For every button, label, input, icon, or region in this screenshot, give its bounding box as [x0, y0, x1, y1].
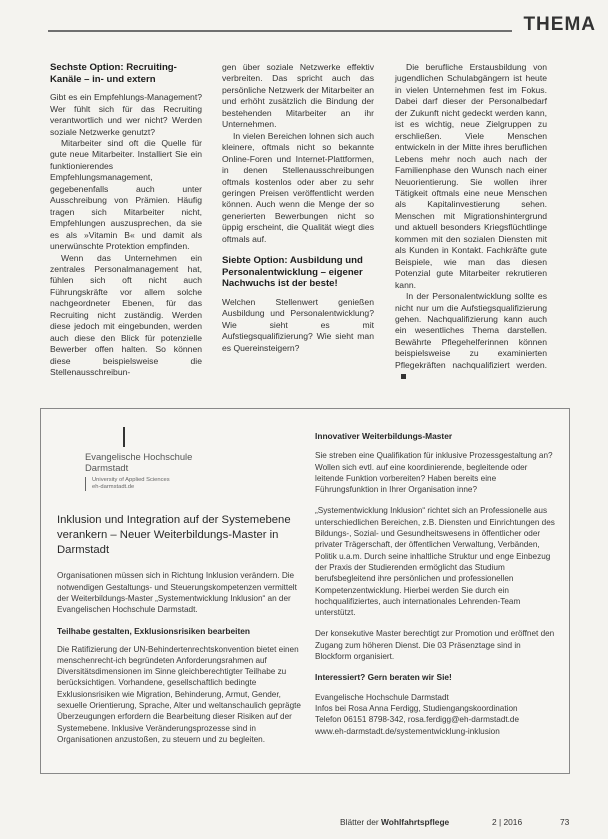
ad-subheading: Interessiert? Gern beraten wir Sie! — [315, 672, 452, 683]
paragraph: Mitarbeiter sind oft die Quelle für gute neue Mitarbeiter. Installiert Sie ein funktionierendes Empfehlungsmanagement, gegebenenfalls auch unter Ausschreibung von Prämien. Häufig tragen sich Mitarbeiter nicht, Empfehlungen auszusprechen, da sie es als »Vitamin B« und damit als unerwünschte Protektion empfinden. — [50, 138, 202, 252]
ad-title: Inklusion und Integration auf der Systemebene verankern – Neuer Weiterbildungs-Master in Darmstadt — [57, 514, 291, 557]
logo-name-line: Darmstadt — [85, 462, 129, 473]
logo-sub-line: eh-darmstadt.de — [92, 484, 135, 491]
logo-subtitle — [85, 477, 301, 491]
page-number: 73 — [560, 817, 570, 827]
hochschule-logo — [57, 427, 301, 491]
journal-name — [340, 817, 449, 827]
paragraph: Gibt es ein Empfehlungs-Management? Wer fühlt sich für das Recruiting verantwortlich und wer nicht? Werden soziale Netzwerke genutzt? — [50, 92, 202, 137]
header-rule — [48, 30, 512, 32]
logo-name-line: Evangelische Hochschule — [85, 451, 193, 462]
paragraph: gen über soziale Netzwerke effektiv verbreiten. Das spricht auch das persönliche Netzwerk der Mitarbeiter an und erhöht zusätzlich die Bindung der bestehenden Mitarbeiter an ihr Unternehmen. — [222, 62, 374, 130]
logo-name — [85, 451, 301, 473]
logo-mark — [123, 427, 125, 447]
article-column-2 — [222, 62, 374, 354]
section-header — [0, 0, 608, 40]
contact-line: Infos bei Rosa Anna Ferdigg, Studiengangskoordination — [315, 703, 518, 713]
article-column-1 — [50, 62, 202, 379]
ad-paragraph: „Systementwicklung Inklusion“ richtet sich an Professionelle aus unterschiedlichen Bereichen, z.B. Diensten und Einrichtungen des Bildungs-, Sozial- und Gesundheitswesens in öffentlicher oder privater Trägerschaft, der öffentlichen Verwaltung, Verbänden, Politik u.a.m. Durch seine inhaltliche Struktur und enge Einbezug der Praxis der Studierenden ermöglicht das Studium berufsbegleitend ihre persönlichen und professionellen Kompetenzentwicklung. Hierbei werden Sie durch ein hochqualifiziertes, auch internationales Lehrenden-Team unterstützt. — [315, 506, 555, 618]
ad-paragraph: Sie streben eine Qualifikation für inklusive Prozessgestaltung an? Wollen sich evtl. auf eine koordinierende, begleitende oder leitende Funktion vorbereiten? Haben bereits eine Führungsfunktion in Ihrer Organisation inne? — [315, 451, 553, 495]
end-of-article-icon — [401, 374, 406, 379]
paragraph: In vielen Bereichen lohnen sich auch kleinere, oftmals nicht so bekannte Online-Foren und Internet-Plattformen, in denen Stellenausschreibungen oftmals kostenlos oder aber zu sehr geringen Preisen veröffentlicht werden können. Auch wenn die Menge der so generierten Bewerbungen nicht so üppig erscheint, die Qualität wiegt dies oftmals auf. — [222, 130, 374, 244]
subheading-siebte-option: Siebte Option: Ausbildung und Personalentwicklung – eigener Nachwuchs ist der beste! — [222, 255, 363, 290]
ad-paragraph: Der konsekutive Master berechtigt zur Promotion und eröffnet den Zugang zum höheren Dienst. Die 03 Präsenztage sind in Blockform organisiert. — [315, 629, 555, 662]
logo-divider — [85, 477, 86, 491]
ad-left-column — [57, 427, 301, 745]
advertisement-box — [40, 408, 570, 774]
journal-prefix: Blätter der — [340, 817, 379, 827]
ad-subheading: Teilhabe gestalten, Exklusionsrisiken bearbeiten — [57, 625, 251, 636]
ad-subheading: Innovativer Weiterbildungs-Master — [315, 431, 453, 441]
article-column-3 — [395, 62, 547, 383]
issue-number: 2 | 2016 — [492, 817, 523, 827]
paragraph-text: In der Personalentwicklung sollte es nicht nur um die Aufstiegsqualifizierung gehen. Nachqualifizierung kann auch ein wesentliches Thema darstellen. Bewährte Pflegehelferinnen können beispielsweise zu examinierten Pflegekräften nachqualifiziert werden. — [395, 291, 547, 370]
contact-url[interactable]: www.eh-darmstadt.de/systementwicklung-inklusion — [315, 726, 500, 736]
journal-title: Wohlfahrtspflege — [380, 817, 450, 827]
ad-contact — [315, 692, 555, 737]
logo-sub-line: University of Applied Sciences — [92, 477, 170, 483]
section-label: THEMA — [523, 14, 596, 35]
paragraph: Welchen Stellenwert genießen Ausbildung und Personalentwicklung? Wie sieht es mit Aufstiegsqualifizierung? Wie sieht man es Quereinsteigern? — [222, 297, 374, 353]
ad-intro: Organisationen müssen sich in Richtung Inklusion verändern. Die notwendigen Gestaltungs- und Steuerungskompetenzen vermittelt der Weiterbildungs-Master „Systementwicklung Inklusion“ an der Evangelischen Hochschule Darmstadt. — [57, 571, 297, 615]
paragraph: Die berufliche Erstausbildung von jugendlichen Schulabgängern ist heute in vielen Unternehmen fest im Fokus. Dabei darf dieser der Personalbedarf der Zukunft nicht gedeckt werden kann, ist es wichtig, neue Zielgruppen zu erschließen. Viele Menschen entwickeln in der Mitte ihres beruflichen Lebens mehr noch auch nach der Familienphase den Wunsch nach einer Neuorientierung. Sie wollen ihrer Tätigkeit oftmals eine neue Menschen als Kapitalinvestierung sehen. Menschen mit Migrationshintergrund und aktuell besonders Kriegsflüchtlinge kommen mit den sozialen Diensten mit als Kunden in Kontakt. Fachkräfte gute Beispiele, wie man das diesen Potenzial gute Mitarbeiter rekrutieren kann. — [395, 62, 547, 290]
ad-body-text: Die Ratifizierung der UN-Behindertenrechtskonvention bietet einen menschenrecht-ich begründeten Anforderungsrahmen auf Diversitätsdimensionen im Sinne gleichberechtigter Teilhabe zu berücksichtigen. Vorhandene, gesellschaftlich bedingte Exklusionsrisiken wie Migration, Behinderung, Armut, Gender, sexuelle Orientierung, Sprache, Alter und weltanschaulich geprägte Überzeugungen erfordern die Bearbeitung dieser Risiken auf der Systemebene. Inklusive Veränderungsprozesse sind in Organisationen anzustoßen, zu steuern und zu begleiten. — [57, 644, 301, 744]
paragraph — [395, 291, 547, 383]
paragraph: Wenn das Unternehmen ein zentrales Personalmanagement hat, fühlen sich oft nicht auch Führungskräfte vor allem solche nachgeordneter Ebenen, für das Recruiting nicht zuständig. Werden diese jedoch mit eingebunden, werden auch diese den Blick für potenzielle Bewerber offen halten. So können diese beispielsweise die Stellenausschreibun- — [50, 252, 202, 378]
contact-line: Telefon 06151 8798-342, rosa.ferdigg@eh-darmstadt.de — [315, 715, 520, 725]
ad-right-column — [315, 431, 555, 737]
contact-line: Evangelische Hochschule Darmstadt — [315, 692, 449, 702]
subheading-sechste-option: Sechste Option: Recruiting-Kanäle – in- und extern — [50, 62, 177, 85]
